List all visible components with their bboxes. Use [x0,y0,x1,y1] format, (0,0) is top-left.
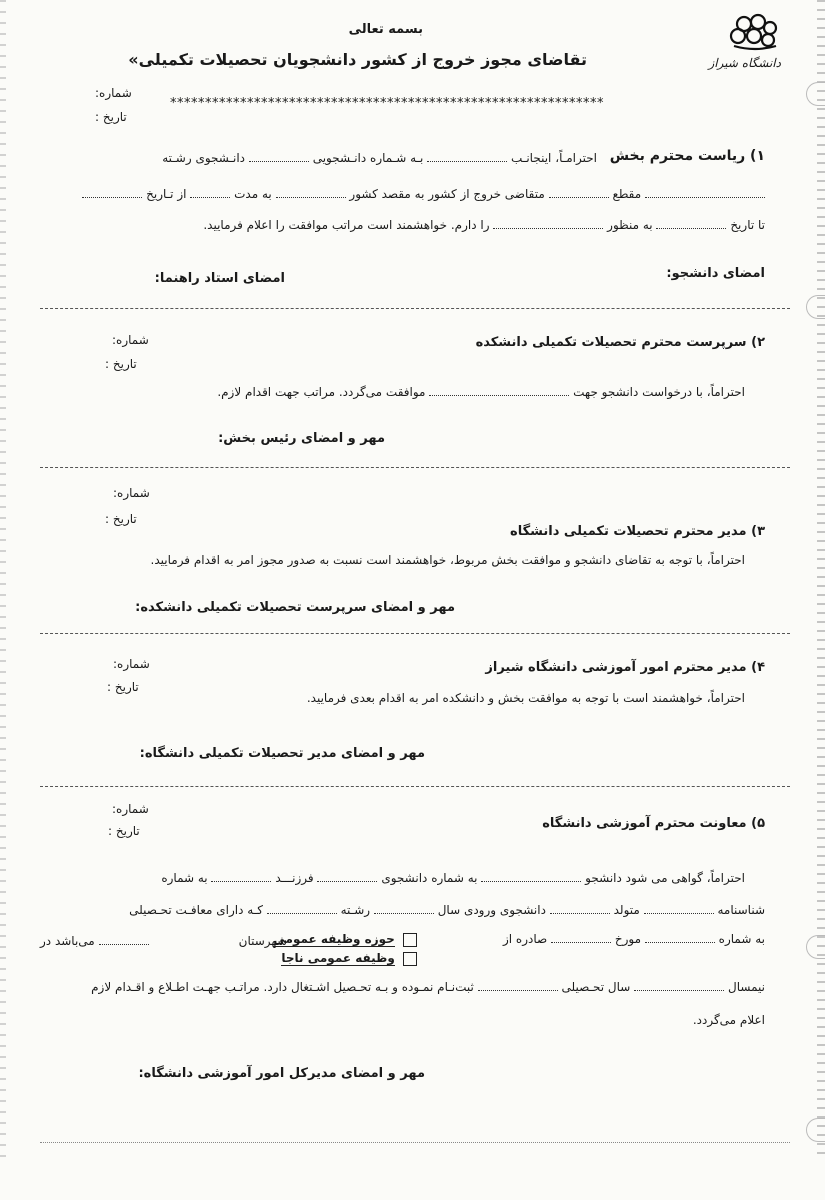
header-number-label: شماره: [95,86,132,100]
section-divider [40,467,790,468]
section2-date-label: تاریخ : [105,357,137,371]
university-logo [724,12,786,58]
military-office-option: حوزه وظیفه عمومی [273,932,417,947]
section3-date-label: تاریخ : [105,512,137,526]
naja-checkbox[interactable] [403,952,417,966]
section5-heading: ۵) معاونت محترم آموزشی دانشگاه [542,816,765,831]
section5-line1: احتراماً، گواهی می شود دانشجو به شماره دانشجوی فرزنـــد به شماره [161,871,745,885]
footer-line [40,1142,790,1143]
section5-line5: اعلام می‌گردد. [692,1013,765,1027]
section1-line2: مقطع متقاضی خروج از کشور به مقصد کشور به مدت از تـاریخ [82,187,765,201]
section3-body: احتراماً، با توجه به تقاضای دانشجو و موافقت بخش مربوط، خواهشمند است نسبت به صدور مجوز امر به اقدام فرمایید. [150,553,745,567]
purpose-approval-field[interactable] [429,385,569,396]
military-office-checkbox[interactable] [403,933,417,947]
to-date-field[interactable] [656,218,726,229]
faculty-graduate-signature-label: مهر و امضای سرپرست تحصیلات تکمیلی دانشکده: [135,600,455,615]
student-id-field[interactable] [317,871,377,882]
student-signature-label: امضای دانشجو: [666,266,765,281]
section-divider [40,633,790,634]
section4-date-label: تاریخ : [107,680,139,694]
university-graduate-signature-label: مهر و امضای مدیر تحصیلات تکمیلی دانشگاه: [139,746,425,761]
section4-body: احتراماً، خواهشمند است با توجه به موافقت بخش و دانشکده امر به اقدام بعدی فرمایید. [306,691,745,705]
stars-line: ************************************************************** [170,96,604,111]
city-label: شهرستان [238,934,287,948]
section2-number-label: شماره: [112,333,149,347]
section4-number-label: شماره: [113,657,150,671]
from-date-field[interactable] [82,187,142,198]
invocation: بسمه تعالی [348,22,423,37]
page-title: تقاضای مجوز خروج از کشور دانشجویان تحصیلات تکمیلی» [128,50,587,69]
academic-year-field[interactable] [478,980,558,991]
section1-heading: ۱) ریاست محترم بخش [609,148,765,164]
logo-caption: دانشگاه شیراز [708,56,781,70]
section3-heading: ۳) مدیر محترم تحصیلات تکمیلی دانشگاه [510,524,765,539]
advisor-signature-label: امضای استاد راهنما: [154,271,285,286]
education-director-signature-label: مهر و امضای مدیرکل امور آموزشی دانشگاه: [138,1066,425,1081]
id-card-number-field[interactable] [644,903,714,914]
duration-field[interactable] [190,187,230,198]
major-field[interactable] [267,903,337,914]
purpose-field[interactable] [493,218,603,229]
section5-line3-end: می‌باشد در [40,934,149,948]
punch-hole [806,295,825,319]
student-name-field[interactable] [481,871,581,882]
punch-hole [806,935,825,959]
scan-edge-right [817,0,825,1160]
section1-line1: احترامـاً، اینجانـب بـه شـماره دانـشجویی دانـشجوی رشـته [162,151,597,165]
scan-edge-left [0,0,6,1160]
punch-hole [806,1118,825,1142]
entry-year-field[interactable] [374,903,434,914]
section5-number-label: شماره: [112,802,149,816]
field-of-study[interactable] [645,187,765,198]
naja-option: وظیفه عمومی ناجا [281,951,417,966]
section2-body: احتراماً، با درخواست دانشجو جهت موافقت می‌گردد. مراتب جهت اقدام لازم. [217,385,745,399]
department-head-signature-label: مهر و امضای رئیس بخش: [218,431,385,446]
section5-date-label: تاریخ : [108,824,140,838]
section-divider [40,786,790,787]
degree-field[interactable] [549,187,609,198]
birth-date-field[interactable] [550,903,610,914]
section-divider [40,308,790,309]
city-field[interactable] [99,934,149,945]
student-number-field[interactable] [249,151,309,162]
section5-line2: شناسنامه متولد دانشجوی ورودی سال رشـته کـه دارای معافـت تحـصیلی [129,903,765,917]
section5-line4: نیمسال سال تحـصیلی ثبت‌نـام نمـوده و بـه تحـصیل اشـتغال دارد. مراتـب جهـت اطـلاع و اقـدام لازم [91,980,765,994]
section5-line3: به شماره مورخ صادره از [502,932,765,946]
section4-heading: ۴) مدیر محترم امور آموزشی دانشگاه شیراز [485,660,765,675]
name-field[interactable] [427,151,507,162]
exemption-date-field[interactable] [551,932,611,943]
punch-hole [806,82,825,106]
section3-number-label: شماره: [113,486,150,500]
semester-field[interactable] [634,980,724,991]
father-name-field[interactable] [211,871,271,882]
section1-line3: تا تاریخ به منظور را دارم. خواهشمند است مراتب موافقت را اعلام فرمایید. [203,218,765,232]
header-date-label: تاریخ : [95,110,127,124]
exemption-number-field[interactable] [645,932,715,943]
section2-heading: ۲) سرپرست محترم تحصیلات تکمیلی دانشکده [475,335,765,350]
destination-country-field[interactable] [276,187,346,198]
